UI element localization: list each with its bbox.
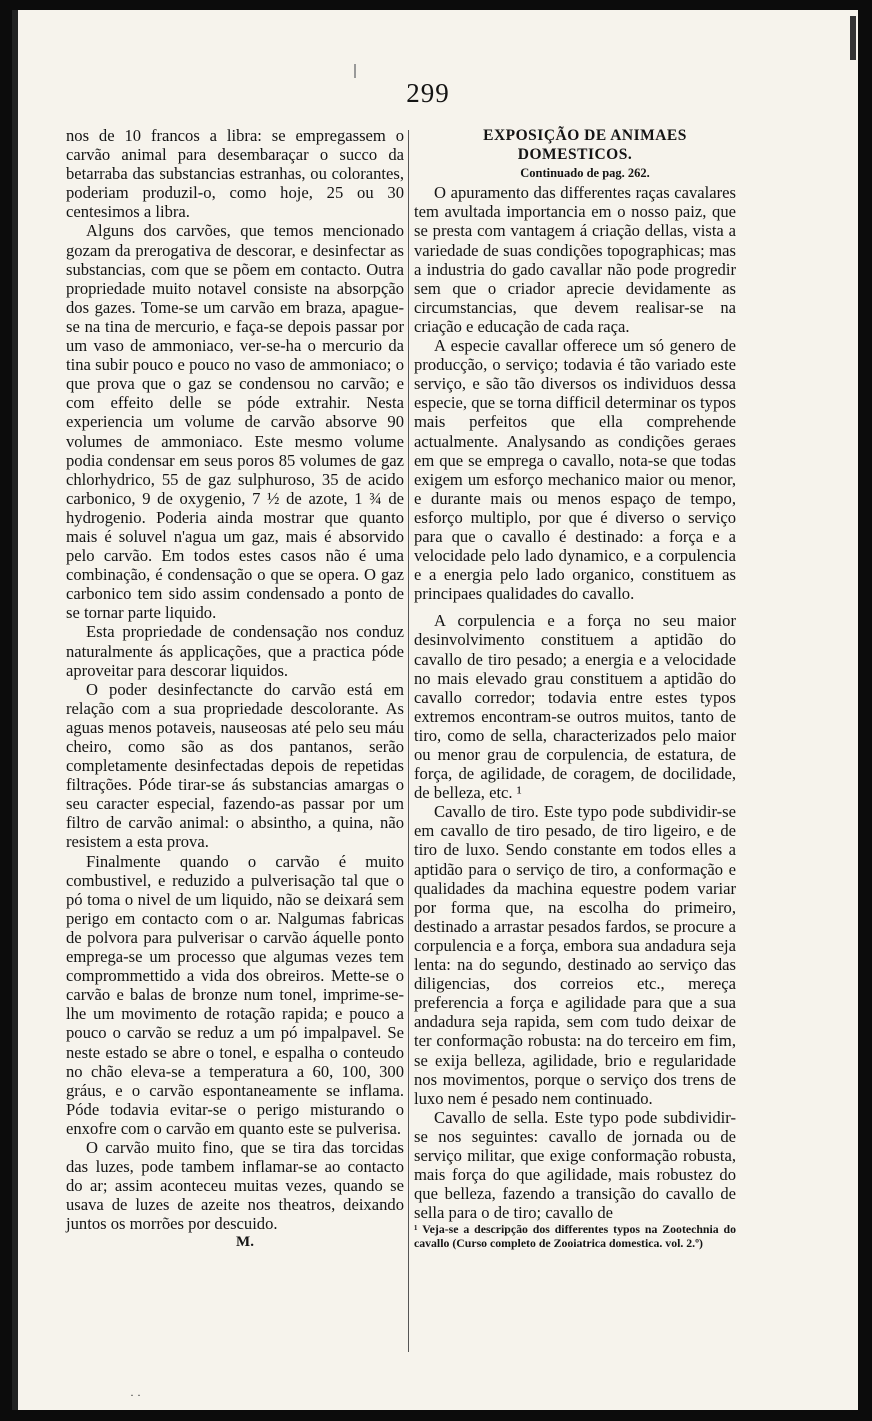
left-paragraph-2: Alguns dos carvões, que temos mencionado gozam da prerogativa de descorar, e desinfectar as substancias, com que se põem em contacto. Outra propriedade muito notavel consiste na absorpção dos gazes. Tome-se um carvão em braza, apague-se na tina de mercurio, e faça-se depois passar por um vaso de ammoniaco, ver-se-ha o mercurio da tina subir pouco e pouco no vaso de ammoniaco; o que prova que o gaz se condensou no carvão; e com effeito delle se póde extrahir. Nesta experiencia um volume de carvão absorve 90 volumes de ammoniaco. Este mesmo volume podia condensar em seus poros 85 volumes de gaz chlorhydrico, 55 de gaz sulphuroso, 35 de acido carbonico, 9 de oxygenio, 7 ½ de azote, 1 ¾ de hydrogenio. Poderia ainda mostrar que quanto mais é soluvel n'agua um gaz, mais é absorvido pelo carvão. Em todos estes casos não é uma combinação, é condensação o que se opera. O gaz carbonico tem sido assim condensado a ponto de se tornar parte liquido.	[66, 221, 404, 623]
scan-edge-mark	[850, 16, 856, 60]
print-dots: · ·	[130, 1388, 141, 1402]
right-paragraph-3: A corpulencia e a força no seu maior desinvolvimento constituem a aptidão do cavallo de tiro pesado; a energia e a velocidade no mais elevado grau constituem a aptidão do cavallo corredor; todavia entre estes typos extremos encontram-se outros muitos, tanto de tiro, como de sella, characterizados pelo maior ou menor grau de corpulencia, de estatura, de força, de agilidade, de coragem, de docilidade, de belleza, etc. ¹	[414, 611, 736, 803]
footnote: ¹ Veja-se a descripção dos differentes typos na Zootechnia do cavallo (Curso completo de Zooiatrica domestica. vol. 2.º)	[414, 1222, 736, 1251]
right-paragraph-2: A especie cavallar offerece um só genero de producção, o serviço; todavia é tão variado este serviço, e são tão diversos os individuos dessa especie, que se torna difficil determinar os typos mais perfeitos que ella comprehende actualmente. Analysando as condições geraes em que se emprega o cavallo, nota-se que todas exigem um esforço mechanico maior ou menor, e durante mais ou menos espaço de tempo, esforço multiplo, por que é diverso o serviço para que o cavallo é destinado: a força e a velocidade pelo lado dynamico, e a corpulencia e a energia pelo lado organico, constituem as principaes qualidades do cavallo.	[414, 336, 736, 604]
scan-speck	[354, 64, 356, 78]
right-paragraph-5: Cavallo de sella. Este typo pode subdividir-se nos seguintes: cavallo de jornada ou de serviço militar, que exige conformação robusta, mais força do que agilidade, mais robustez do que belleza, fazendo a transição do cavallo de sella para o de tiro; cavallo de	[414, 1107, 736, 1223]
left-column	[66, 126, 404, 1253]
right-paragraph-1: O apuramento das differentes raças cavalares tem avultada importancia em o nosso paiz, que se presta com vantagem á criação dellas, vista a variedade de suas condições topographicas; mas a industria do gado cavallar não pode progredir sem que o criador aprecie devidamente as circumstancias, que devem realisar-se na criação e educação de cada raça.	[414, 183, 736, 336]
left-paragraph-4: O poder desinfectancte do carvão está em relação com a sua propriedade descolorante. As aguas menos potaveis, nauseosas até pelo seu máu cheiro, como são as dos pantanos, serão completamente desinfectadas depois de repetidas filtrações. Póde tirar-se ás substancias amargas o seu caracter especial, fazendo-as passar por um filtro de carvão animal: o absintho, a quina, não resistem a esta prova.	[66, 679, 404, 852]
article-heading: EXPOSIÇÃO DE ANIMAES DOMESTICOS.	[483, 127, 687, 164]
newspaper-page	[12, 10, 858, 1410]
left-paragraph-5: Finalmente quando o carvão é muito combustivel, e reduzido a pulverisação tal que o pó toma o nivel de um liquido, não se deixará sem perigo em contacto com o ar. Nalgumas fabricas de polvora para pulverisar o carvão áquelle ponto emprega-se um processo que algumas vezes tem comprommettido a vida dos obreiros. Mette-se o carvão e balas de bronze num tonel, imprime-se-lhe um movimento de rotação rapida; e pouco a pouco o carvão se reduz a um pó impalpavel. Se neste estado se abre o tonel, e espalha o conteudo no chão eleva-se a temperatura a 60, 100, 300 gráus, e o carvão espontaneamente se inflama. Póde todavia evitar-se o perigo misturando o enxofre com o carvão em quanto este se pulverisa.	[66, 851, 404, 1138]
right-paragraph-4: Cavallo de tiro. Este typo pode subdividir-se em cavallo de tiro pesado, de tiro ligeiro, e de tiro de luxo. Sendo constante em todos elles a aptidão para o serviço de tiro, a conformação e qualidades da machina equestre podem variar por forma que, na escolha do primeiro, destinado a arrastar pesados fardos, se procure a corpulencia e a força, embora sua andadura seja lenta: na do segundo, destinado ao serviço das diligencias, dos correios etc., mereça preferencia a força e agilidade para que a sua andadura seja rapida, sem com tudo deixar de ter conformação robusta: na do terceiro em fim, se exija belleza, agilidade, brio e regularidade nos movimentos, porque o serviço dos trens de luxo nem é pesado nem continuado.	[414, 802, 736, 1108]
left-paragraph-3: Esta propriedade de condensação nos conduz naturalmente ás applicações, que a practica póde aproveitar para descorar liquidos.	[66, 622, 404, 680]
column-divider	[408, 130, 409, 1352]
left-paragraph-1: nos de 10 francos a libra: se empregassem o carvão animal para desembaraçar o succo da betarraba das substancias estranhas, ou colorantes, poderiam produzil-o, como hoje, 25 ou 30 centesimos a libra.	[66, 126, 404, 222]
article-signature: M.	[236, 1234, 254, 1251]
right-column	[414, 126, 736, 1250]
left-paragraph-6: O carvão muito fino, que se tira das torcidas das luzes, pode tambem inflamar-se ao contacto do ar; assim aconteceu muitas vezes, quando se usava de luzes de azeite nos theatros, deixando juntos os morrões por descuido.	[66, 1137, 404, 1234]
page-number: 299	[406, 78, 450, 108]
article-subheading: Continuado de pag. 262.	[520, 166, 650, 181]
